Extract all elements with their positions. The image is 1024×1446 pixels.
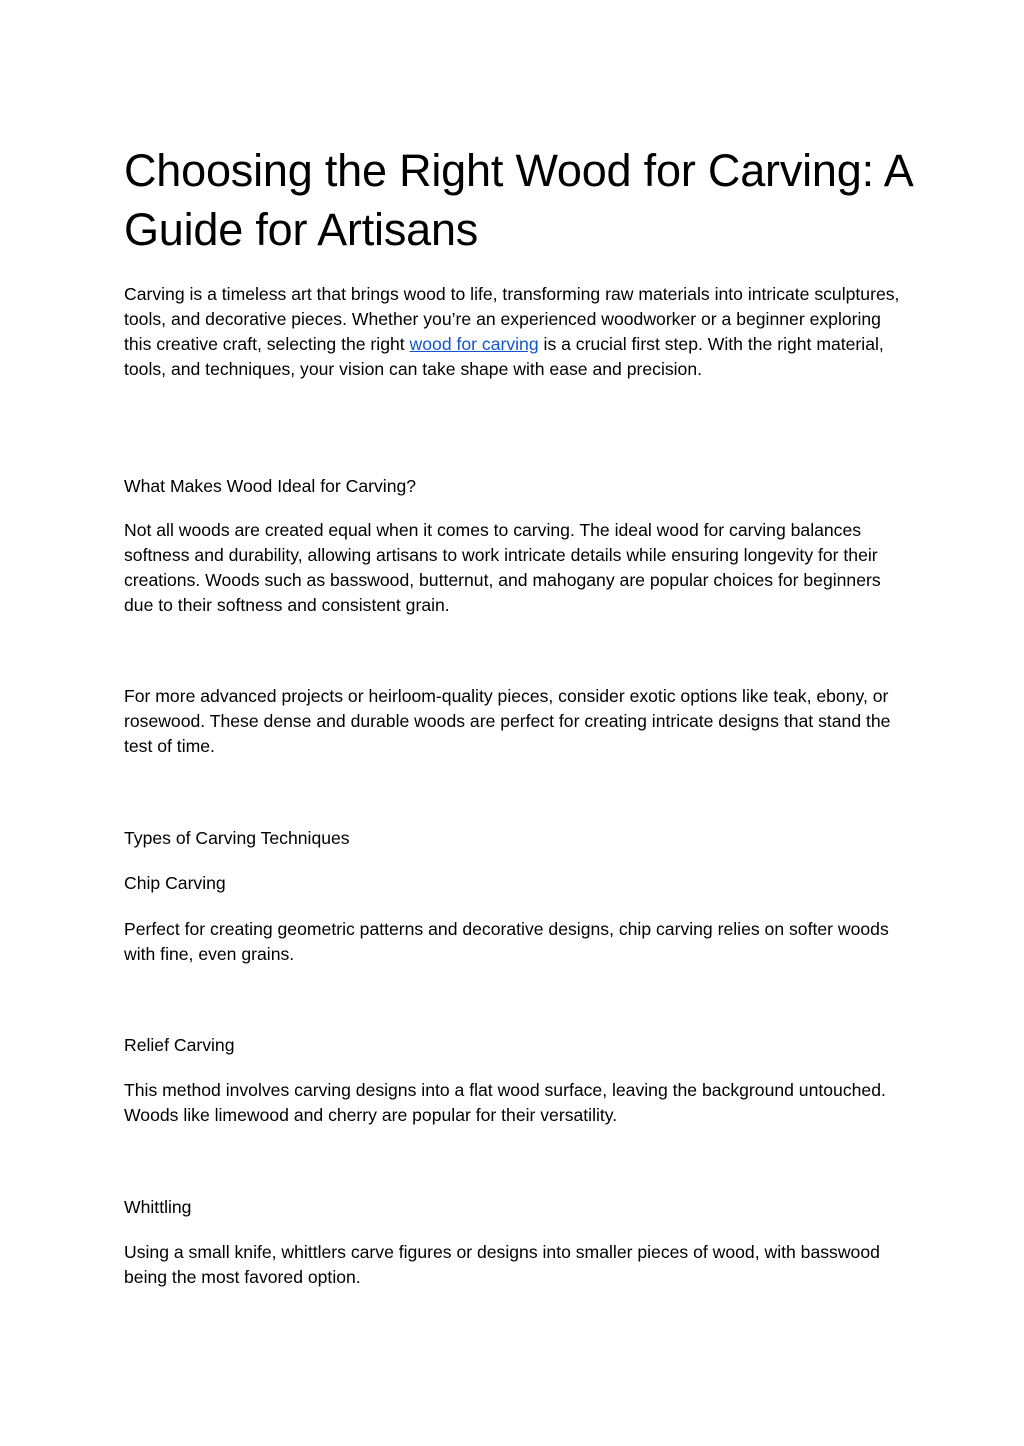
subheading-chip-carving: Chip Carving: [124, 873, 226, 893]
page-title: Choosing the Right Wood for Carving: A Guide for Artisans: [124, 145, 912, 255]
subheading-relief-carving: Relief Carving: [124, 1035, 235, 1055]
section-heading-techniques: Types of Carving Techniques: [124, 828, 350, 848]
intro-text-before-link: Carving is a timeless art that brings wood to life, transforming raw materials into intricate sculptures, tools, and decorative pieces. Whether you’re an experienced woodworker or a beginner exploring this creative craft, selecting the right: [124, 284, 900, 354]
intro-paragraph: [124, 282, 909, 382]
section-heading-ideal-wood: What Makes Wood Ideal for Carving?: [124, 476, 417, 496]
ideal-wood-paragraph-2: For more advanced projects or heirloom-quality pieces, consider exotic options like teak, ebony, or rosewood. These dense and durable woods are perfect for creating intricate designs that stand the test of time.: [124, 686, 891, 756]
relief-carving-paragraph: This method involves carving designs into a flat wood surface, leaving the background untouched. Woods like limewood and cherry are popular for their versatility.: [124, 1080, 886, 1125]
subheading-whittling: Whittling: [124, 1197, 192, 1217]
whittling-paragraph: Using a small knife, whittlers carve figures or designs into smaller pieces of wood, with basswood being the most favored option.: [124, 1242, 880, 1287]
chip-carving-paragraph: Perfect for creating geometric patterns and decorative designs, chip carving relies on softer woods with fine, even grains.: [124, 919, 889, 964]
intro-text-after-link: is a crucial first step. With the right material, tools, and techniques, your vision can take shape with ease and precision.: [124, 334, 884, 379]
wood-for-carving-link[interactable]: wood for carving: [409, 334, 539, 354]
ideal-wood-paragraph-1: Not all woods are created equal when it comes to carving. The ideal wood for carving balances softness and durability, allowing artisans to work intricate details while ensuring longevity for their creations. Woods such as basswood, butternut, and mahogany are popular choices for beginners due to their softness and consistent grain.: [124, 520, 881, 615]
